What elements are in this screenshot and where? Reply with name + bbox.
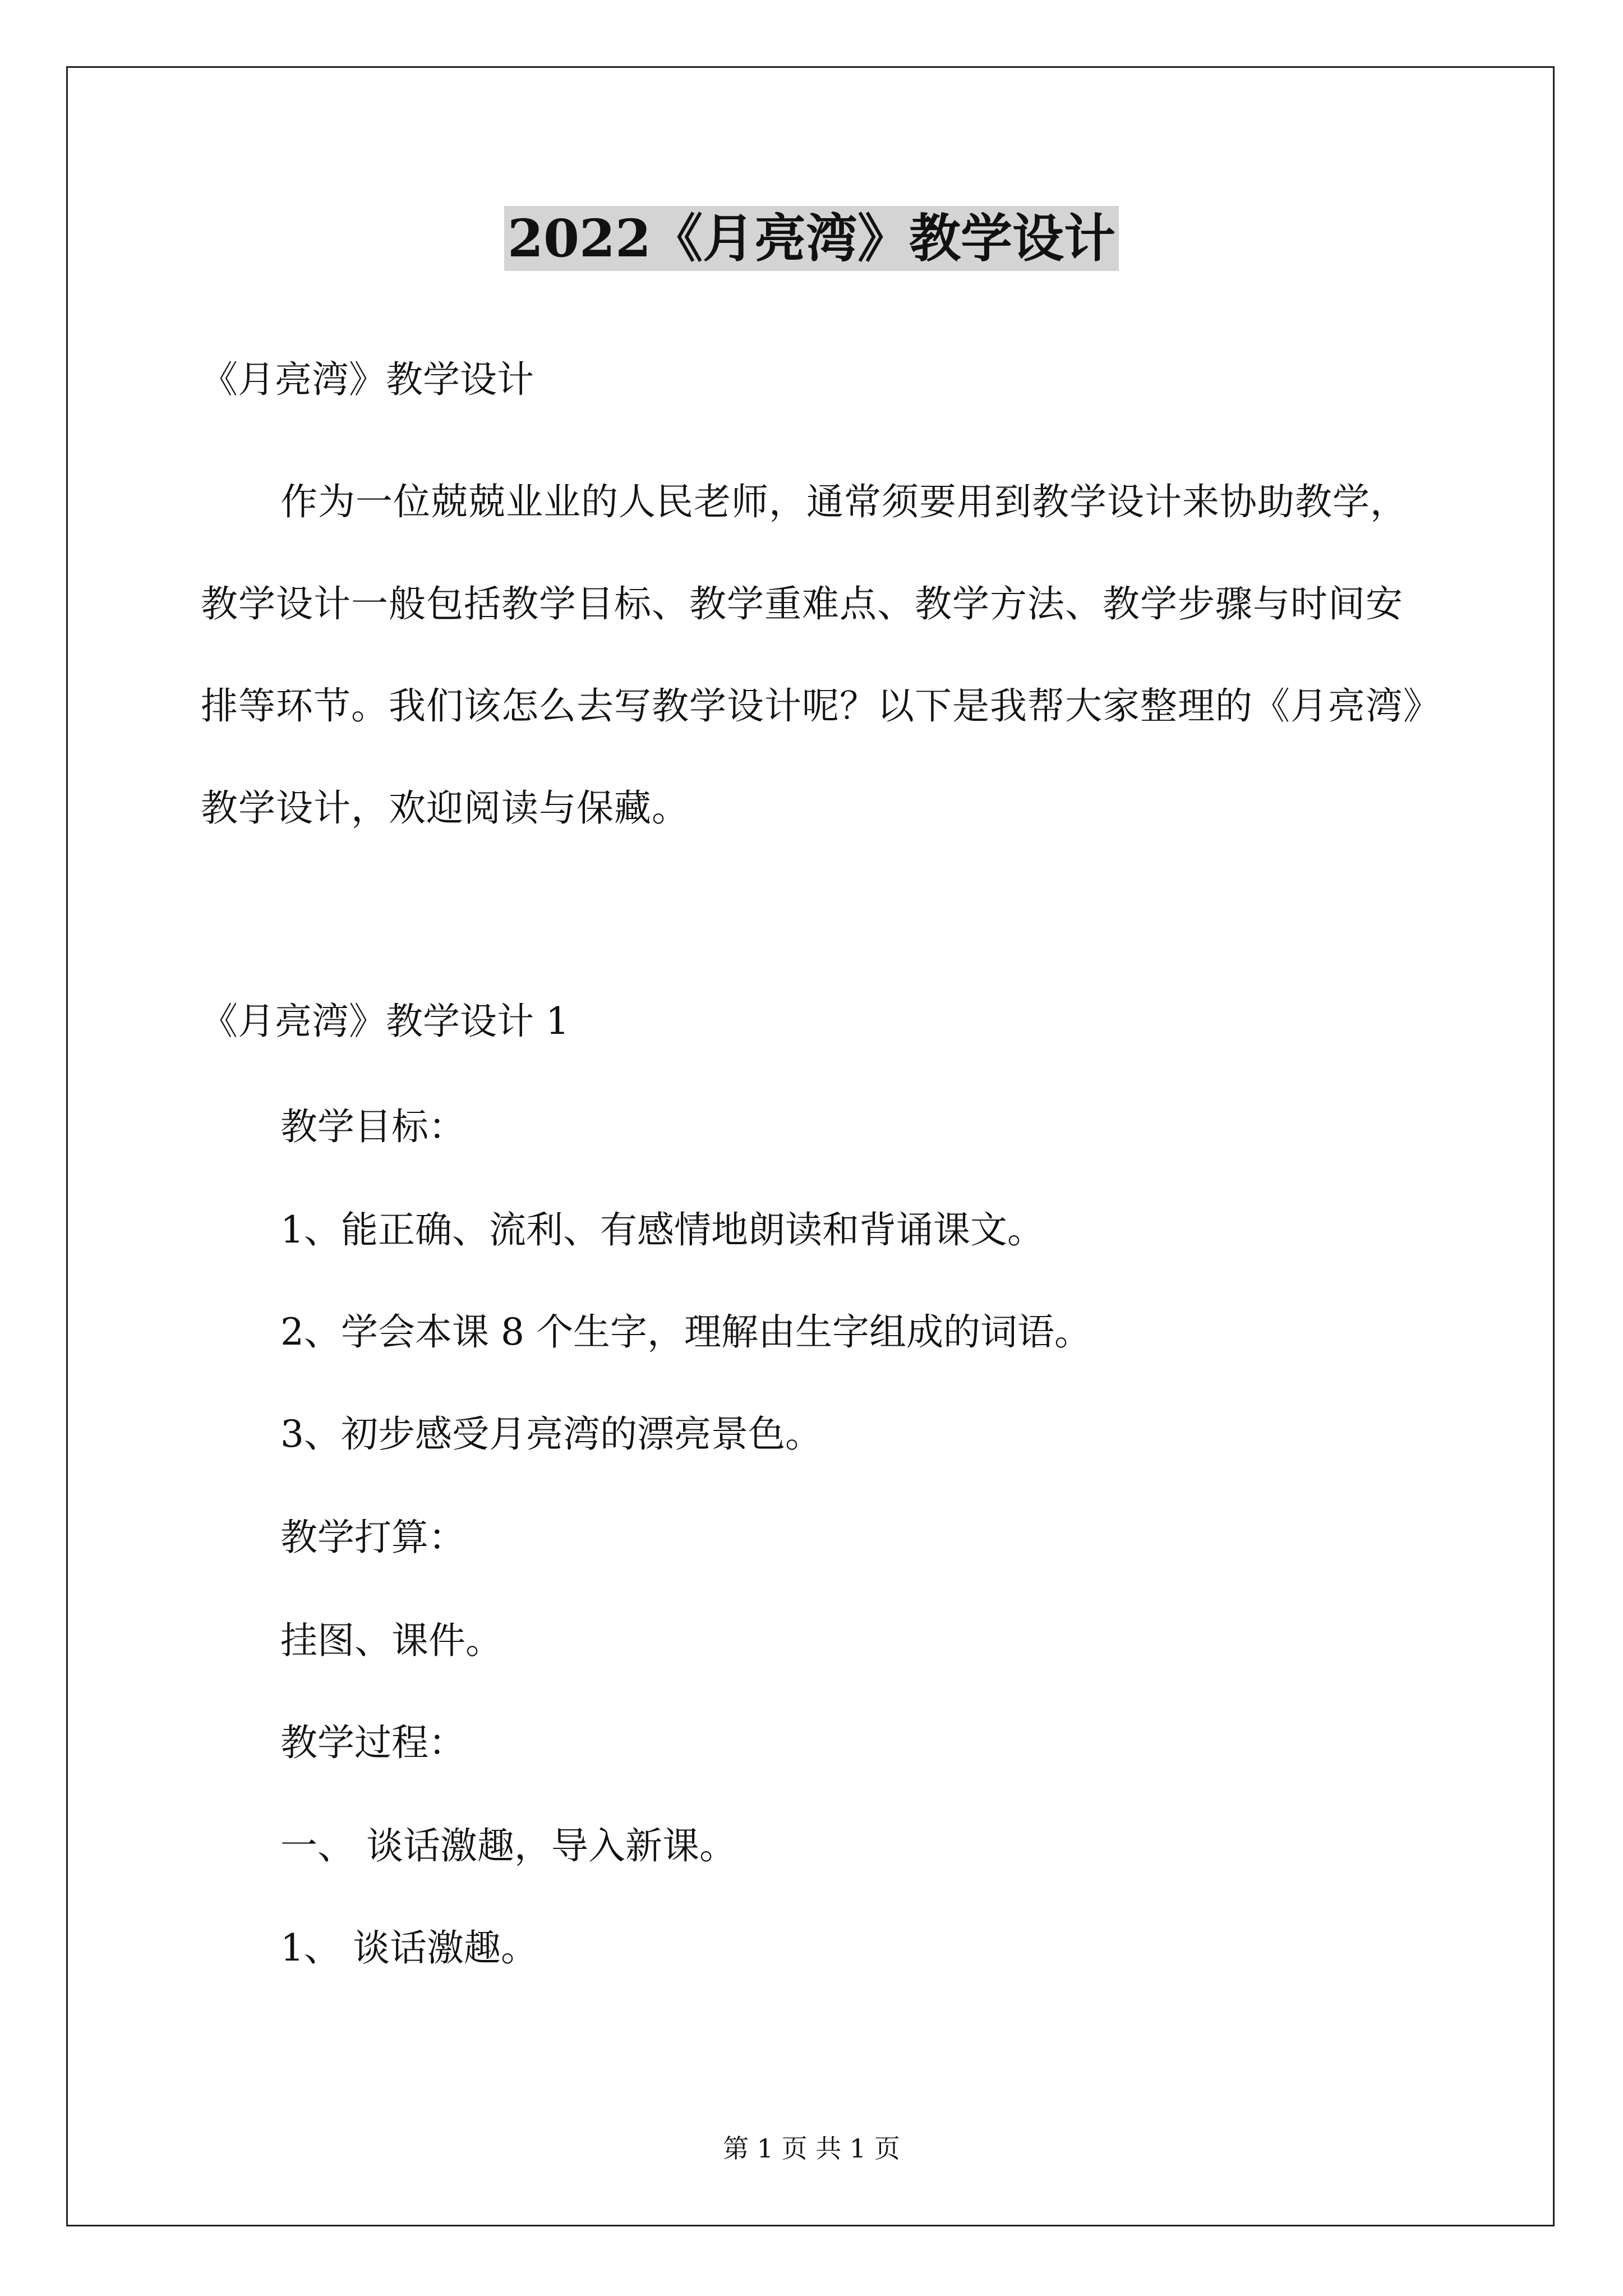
- body-line: 教学目标：: [280, 1105, 465, 1148]
- body-line: 挂图、课件。: [280, 1619, 502, 1662]
- body-line: 教学打算：: [280, 1516, 465, 1559]
- document-title: [0, 202, 1623, 275]
- body-line: 一、 谈话激趣，导入新课。: [280, 1824, 736, 1867]
- body-line: 1、能正确、流利、有感情地朗读和背诵课文。: [280, 1208, 1044, 1251]
- body-line: 2、学会本课 8 个生字，理解由生字组成的词语。: [280, 1310, 1091, 1354]
- body-line: 3、初步感受月亮湾的漂亮景色。: [280, 1412, 822, 1456]
- intro-paragraph: 作为一位兢兢业业的人民老师，通常须要用到教学设计来协助教学，教学设计一般包括教学目标、教学重难点、教学方法、教学步骤与时间安排等环节。我们该怎么去写教学设计呢？以下是我帮大家整理的《月亮湾》教学设计，欢迎阅读与保藏。: [201, 480, 1422, 830]
- document-title-text: 2022《月亮湾》教学设计: [504, 206, 1119, 271]
- document-subtitle: 《月亮湾》教学设计: [201, 358, 534, 401]
- body-line: 教学过程：: [280, 1721, 465, 1764]
- section-heading: 《月亮湾》教学设计 1: [201, 1000, 569, 1043]
- page-footer: 第 1 页 共 1 页: [723, 2133, 900, 2164]
- body-line: 1、 谈话激趣。: [280, 1926, 538, 1970]
